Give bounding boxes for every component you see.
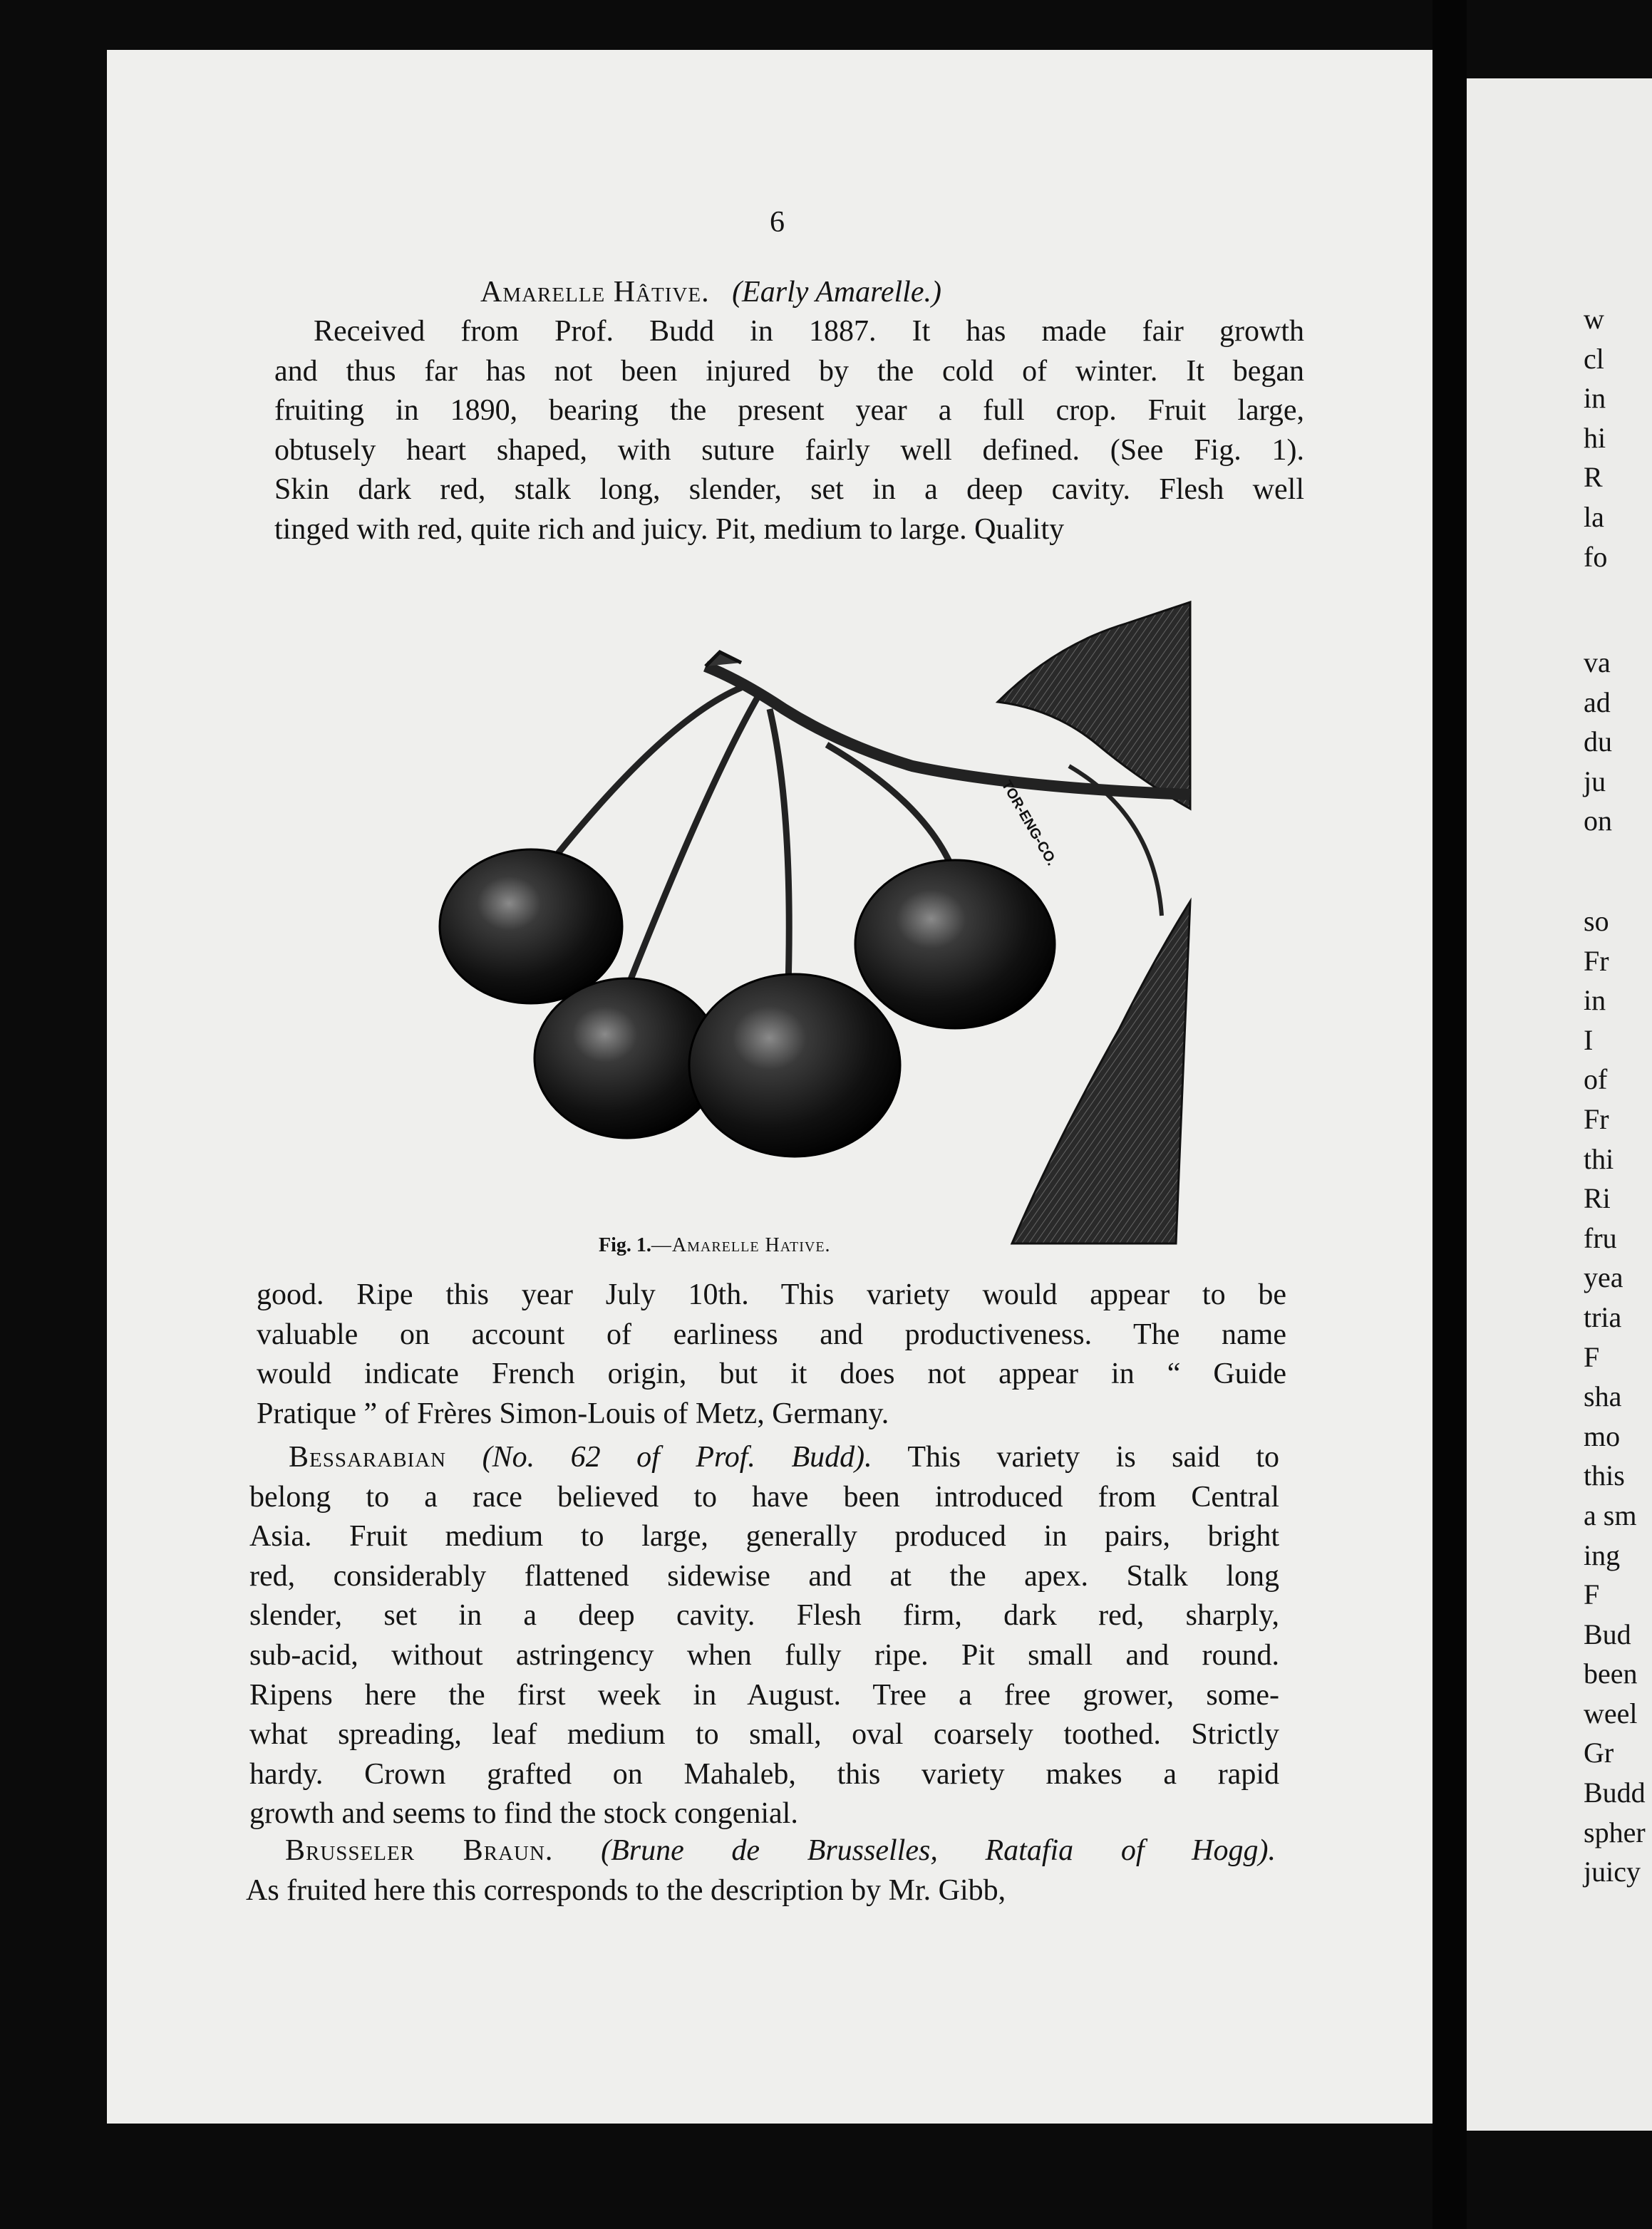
fragment-line: been xyxy=(1584,1657,1638,1690)
text-line: growth and seems to find the stock congenial. xyxy=(249,1797,798,1831)
fragment-line: ad xyxy=(1584,686,1611,718)
text-line: Asia. Fruit medium to large, generally produced in pairs, bright xyxy=(249,1520,1279,1553)
fragment-line: Budd xyxy=(1584,1777,1646,1809)
variety-name: Bessarabian xyxy=(289,1441,447,1474)
fragment-line: sha xyxy=(1584,1380,1622,1413)
brusseler-first-line xyxy=(246,1831,1276,1871)
stem-2 xyxy=(616,695,759,1015)
fragment-line: Ri xyxy=(1584,1182,1611,1215)
text-line: Ripens here the first week in August. Tree a free grower, some- xyxy=(249,1678,1279,1712)
fragment-line: Fr xyxy=(1584,944,1609,977)
text-line: and thus far has not been injured by the cold of winter. It began xyxy=(274,354,1304,388)
fragment-line: F xyxy=(1584,1578,1600,1611)
text-line: what spreading, leaf medium to small, oval coarsely toothed. Strictly xyxy=(249,1718,1279,1752)
fragment-line: cl xyxy=(1584,342,1604,375)
fragment-line: hi xyxy=(1584,421,1606,454)
bessarabian-first-line xyxy=(249,1438,1279,1478)
text-line: Skin dark red, stalk long, slender, set in a deep cavity. Flesh well xyxy=(274,473,1304,507)
text-line: good. Ripe this year July 10th. This variety would appear to be xyxy=(257,1278,1286,1311)
variety-alias: (Brune de Brusselles, Ratafia of Hogg). xyxy=(601,1834,1276,1867)
fragment-line: mo xyxy=(1584,1419,1621,1452)
facing-page-fragments-middle xyxy=(1584,643,1612,841)
stem-3 xyxy=(770,709,789,1008)
fragment-line: ju xyxy=(1584,765,1606,797)
text-line: obtusely heart shaped, with suture fairly well defined. (See Fig. 1). xyxy=(274,433,1304,467)
fragment-line: thi xyxy=(1584,1142,1614,1175)
text-line: hardy. Crown grafted on Mahaleb, this variety makes a rapid xyxy=(249,1757,1279,1791)
fragment-line: fru xyxy=(1584,1221,1617,1254)
variety-name: Amarelle Hâtive. xyxy=(480,276,710,309)
fragment-line: va xyxy=(1584,646,1611,678)
fragment-line: on xyxy=(1584,805,1612,837)
fragment-line: F xyxy=(1584,1340,1600,1373)
fragment-line: weel xyxy=(1584,1697,1638,1729)
fragment-line: yea xyxy=(1584,1261,1623,1294)
fragment-line: Gr xyxy=(1584,1737,1614,1769)
heading-amarelle-hative xyxy=(480,275,941,309)
paragraph-brusseler xyxy=(246,1831,1276,1910)
facing-page-fragments-top xyxy=(1584,299,1607,576)
text-line: Pratique ” of Frères Simon-Louis of Metz, Germany. xyxy=(257,1397,889,1430)
cherry-illustration xyxy=(371,602,1190,1243)
variety-alias: (Early Amarelle.) xyxy=(732,276,941,309)
caption-label: Fig. 1. xyxy=(599,1234,651,1256)
text-line: belong to a race believed to have been introduced from Central xyxy=(249,1480,1279,1514)
paragraph-amarelle xyxy=(274,312,1304,550)
fragment-line: tria xyxy=(1584,1300,1622,1333)
text-line: As fruited here this corresponds to the description by Mr. Gibb, xyxy=(246,1873,1006,1907)
fragment-line: spher xyxy=(1584,1816,1646,1848)
page-number: 6 xyxy=(770,206,785,239)
text-line: fruiting in 1890, bearing the present year a full crop. Fruit large, xyxy=(274,394,1304,428)
fragment-line: Fr xyxy=(1584,1102,1609,1135)
fragment-line: R xyxy=(1584,461,1603,494)
fragment-line: juicy xyxy=(1584,1856,1641,1888)
fragment-line: la xyxy=(1584,500,1604,533)
text-line: valuable on account of earliness and productiveness. The name xyxy=(257,1318,1286,1351)
fragment-line: fo xyxy=(1584,540,1608,573)
text-line: This variety is said to xyxy=(907,1441,1280,1474)
page-gutter xyxy=(1432,0,1467,2229)
cherry-1 xyxy=(440,849,622,1003)
text-line: sub-acid, without astringency when fully ripe. Pit small and round. xyxy=(249,1638,1279,1672)
paragraph-bessarabian xyxy=(249,1438,1279,1834)
fragment-line: du xyxy=(1584,725,1612,758)
cherry-3 xyxy=(689,974,900,1157)
caption-text: —Amarelle Hative. xyxy=(651,1234,831,1256)
text-line: would indicate French origin, but it does not appear in “ Guide xyxy=(257,1357,1286,1391)
fragment-line: w xyxy=(1584,303,1604,335)
variety-alias: (No. 62 of Prof. Budd). xyxy=(482,1441,872,1474)
fragment-line: this xyxy=(1584,1459,1625,1492)
variety-name: Brusseler Braun. xyxy=(285,1834,554,1867)
text-line: Received from Prof. Budd in 1887. It has made fair growth xyxy=(314,315,1304,348)
fragment-line: ing xyxy=(1584,1538,1621,1571)
text-line: tinged with red, quite rich and juicy. Pit, medium to large. Quality xyxy=(274,512,1065,546)
fragment-line: in xyxy=(1584,984,1606,1017)
figure-caption xyxy=(599,1234,831,1257)
engraver-mark: TOR-ENG-CO. xyxy=(998,777,1060,869)
fragment-line: I xyxy=(1584,1023,1594,1056)
fragment-line: of xyxy=(1584,1063,1608,1096)
fragment-line: a sm xyxy=(1584,1499,1637,1531)
fragment-line: Bud xyxy=(1584,1618,1631,1650)
text-line: red, considerably flattened sidewise and at the apex. Stalk long xyxy=(249,1559,1279,1593)
cherry-4 xyxy=(855,860,1055,1028)
fragment-line: so xyxy=(1584,905,1609,937)
fragment-line: in xyxy=(1584,382,1606,415)
paragraph-amarelle-continued xyxy=(257,1276,1286,1434)
facing-page-fragments-lower xyxy=(1584,901,1646,1892)
text-line: slender, set in a deep cavity. Flesh firm, dark red, sharply, xyxy=(249,1599,1279,1633)
